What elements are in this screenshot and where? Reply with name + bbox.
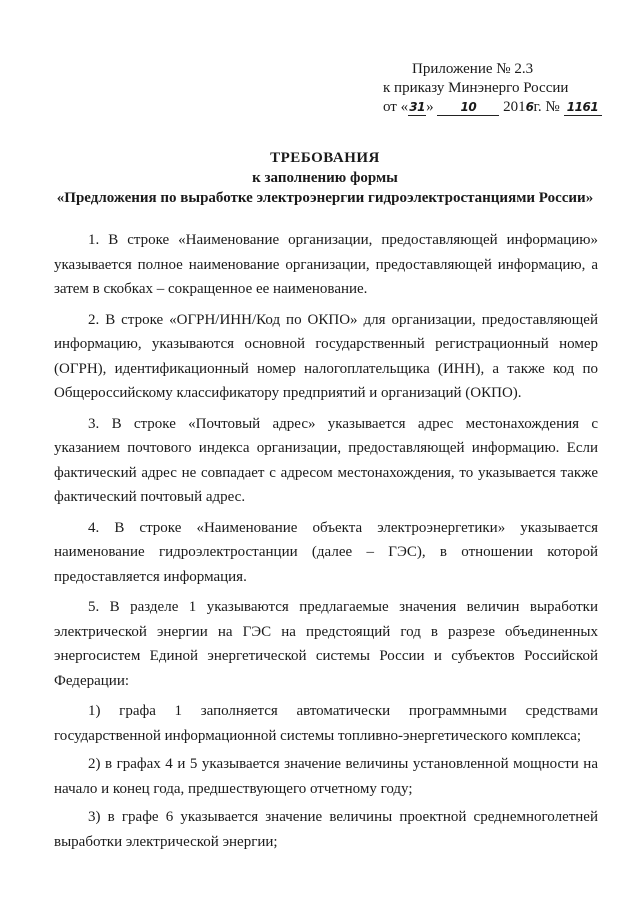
paragraph-4: 4. В строке «Наименование объекта электроэнергетики» указывается наименование гидроэлектростанции (далее – ГЭС), в отношении которой предоставляется информация. xyxy=(54,519,598,585)
title-line-3: «Предложения по выработке электроэнергии гидроэлектростанциями России» xyxy=(56,190,594,206)
paragraph-3: 3. В строке «Почтовый адрес» указывается адрес местонахождения с указанием почтового индекса организации, предоставляющей информацию. Если фактический адрес не совпадает с адресом местонахождения, то указывается также фактический почтовый адрес. xyxy=(54,415,598,505)
appendix-header xyxy=(383,60,623,117)
document-title xyxy=(40,148,610,208)
appendix-number: Приложение № 2.3 xyxy=(412,61,534,77)
subparagraph-2: 2) в графах 4 и 5 указывается значение величины установленной мощности на начало и конец года, предшествующего отчетному году; xyxy=(54,756,598,797)
date-day: 31 xyxy=(409,100,425,114)
paragraph-1: 1. В строке «Наименование организации, предоставляющей информацию» указывается полное наименование организации, предоставляющей информацию, а затем в скобках – сокращенное ее наименование. xyxy=(54,232,598,297)
date-prefix: от « xyxy=(383,99,409,115)
title-line-1: ТРЕБОВАНИЯ xyxy=(270,150,380,166)
paragraph-2: 2. В строке «ОГРН/ИНН/Код по ОКПО» для организации, предоставляющей информацию, указываются основной государственный регистрационный номер (ОГРН), идентификационный номер налогоплательщика (ИНН), а также код по Общероссийскому классификатору предприятий и организаций (ОКПО). xyxy=(54,311,598,401)
document-body xyxy=(54,228,598,858)
date-month: 10 xyxy=(437,100,499,116)
subparagraph-3: 3) в графе 6 указывается значение величины проектной среднемноголетней выработки электрической энергии; xyxy=(54,809,598,850)
appendix-date-line xyxy=(383,98,623,117)
date-suffix: г. № xyxy=(533,99,560,115)
date-year-suffix: 6 xyxy=(525,100,534,114)
title-line-2: к заполнению формы xyxy=(252,170,398,186)
order-number: 1161 xyxy=(564,100,602,116)
paragraph-5: 5. В разделе 1 указываются предлагаемые значения величин выработки электрической энергии на ГЭС на предстоящий год в разрезе объединенных энергосистем Единой энергетической системы России и субъектов Российской Федерации: xyxy=(54,599,598,689)
date-mid: » xyxy=(426,99,434,115)
appendix-order-ref: к приказу Минэнерго России xyxy=(383,80,569,96)
date-year-prefix: 201 xyxy=(503,99,526,115)
subparagraph-1: 1) графа 1 заполняется автоматически программными средствами государственной информационной системы топливно-энергетического комплекса; xyxy=(54,703,598,744)
